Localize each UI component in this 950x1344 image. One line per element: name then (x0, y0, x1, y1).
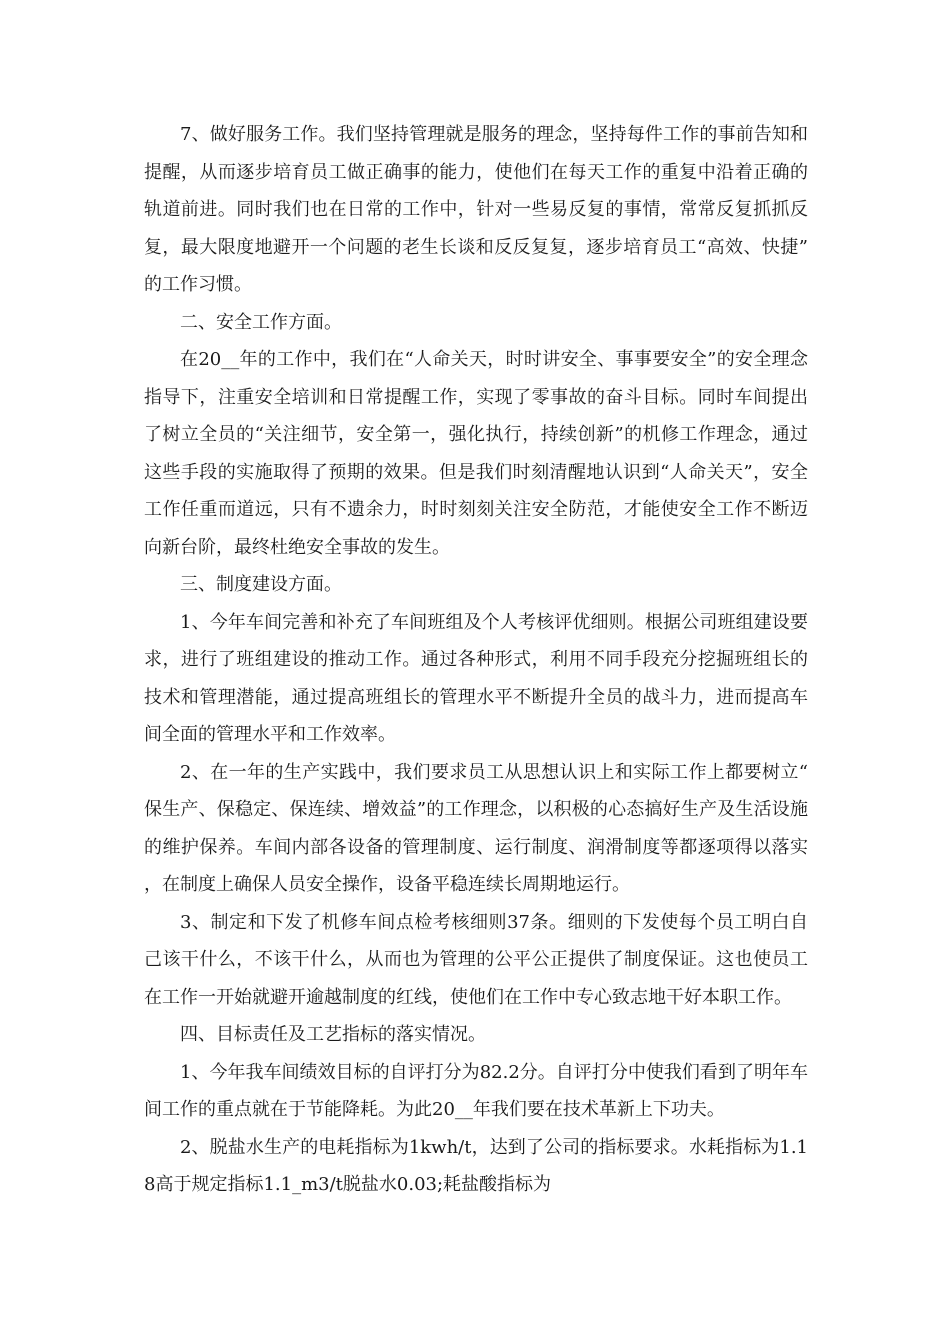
paragraph-system-building-2: 2、在一年的生产实践中，我们要求员工从思想认识上和实际工作上都要树立“保生产、保稳定、保连续、增效益”的工作理念，以积极的心态搞好生产及生活设施的维护保养。车间内部各设备的管理制度、运行制度、润滑制度等都逐项得以落实，在制度上确保人员安全操作，设备平稳连续长周期地运行。 (144, 761, 808, 895)
paragraph-safety-work: 在20__年的工作中，我们在“人命关天，时时讲安全、事事要安全”的安全理念指导下，注重安全培训和日常提醒工作，实现了零事故的奋斗目标。同时车间提出了树立全员的“关注细节，安全第一，强化执行，持续创新”的机修工作理念，通过这些手段的实施取得了预期的效果。但是我们时刻清醒地认识到“人命关天”，安全工作任重而道远，只有不遗余力，时时刻刻关注安全防范，才能使安全工作不断迈向新台阶，最终杜绝安全事故的发生。 (144, 349, 808, 558)
paragraph-system-building-1: 1、今年车间完善和补充了车间班组及个人考核评优细则。根据公司班组建设要求，进行了班组建设的推动工作。通过各种形式，利用不同手段充分挖掘班组长的技术和管理潜能，通过提高班组长的管理水平不断提升全员的战斗力，进而提高车间全面的管理水平和工作效率。 (144, 611, 808, 745)
paragraph-system-building-3: 3、制定和下发了机修车间点检考核细则37条。细则的下发使每个员工明白自己该干什么，不该干什么，从而也为管理的公平公正提供了制度保证。这也使员工在工作一开始就避开逾越制度的红线，使他们在工作中专心致志地干好本职工作。 (144, 911, 808, 1008)
paragraph-targets-1: 1、今年我车间绩效目标的自评打分为82.2分。自评打分中使我们看到了明年车间工作的重点就在于节能降耗。为此20__年我们要在技术革新上下功夫。 (144, 1061, 808, 1120)
heading-targets-indicators: 四、目标责任及工艺指标的落实情况。 (180, 1024, 486, 1045)
document-body (144, 116, 808, 1204)
paragraph-service-work: 7、做好服务工作。我们坚持管理就是服务的理念，坚持每件工作的事前告知和提醒，从而逐步培育员工做正确事的能力，使他们在每天工作的重复中沿着正确的轨道前进。同时我们也在日常的工作中，针对一些易反复的事情，常常反复抓抓反复，最大限度地避开一个问题的老生长谈和反反复复，逐步培育员工“高效、快捷”的工作习惯。 (144, 124, 808, 295)
heading-safety-work: 二、安全工作方面。 (180, 311, 342, 333)
paragraph-targets-2: 2、脱盐水生产的电耗指标为1kwh/t，达到了公司的指标要求。水耗指标为1.18高于规定指标1.1_m3/t脱盐水0.03;耗盐酸指标为 (144, 1136, 808, 1195)
heading-system-building: 三、制度建设方面。 (180, 574, 342, 595)
